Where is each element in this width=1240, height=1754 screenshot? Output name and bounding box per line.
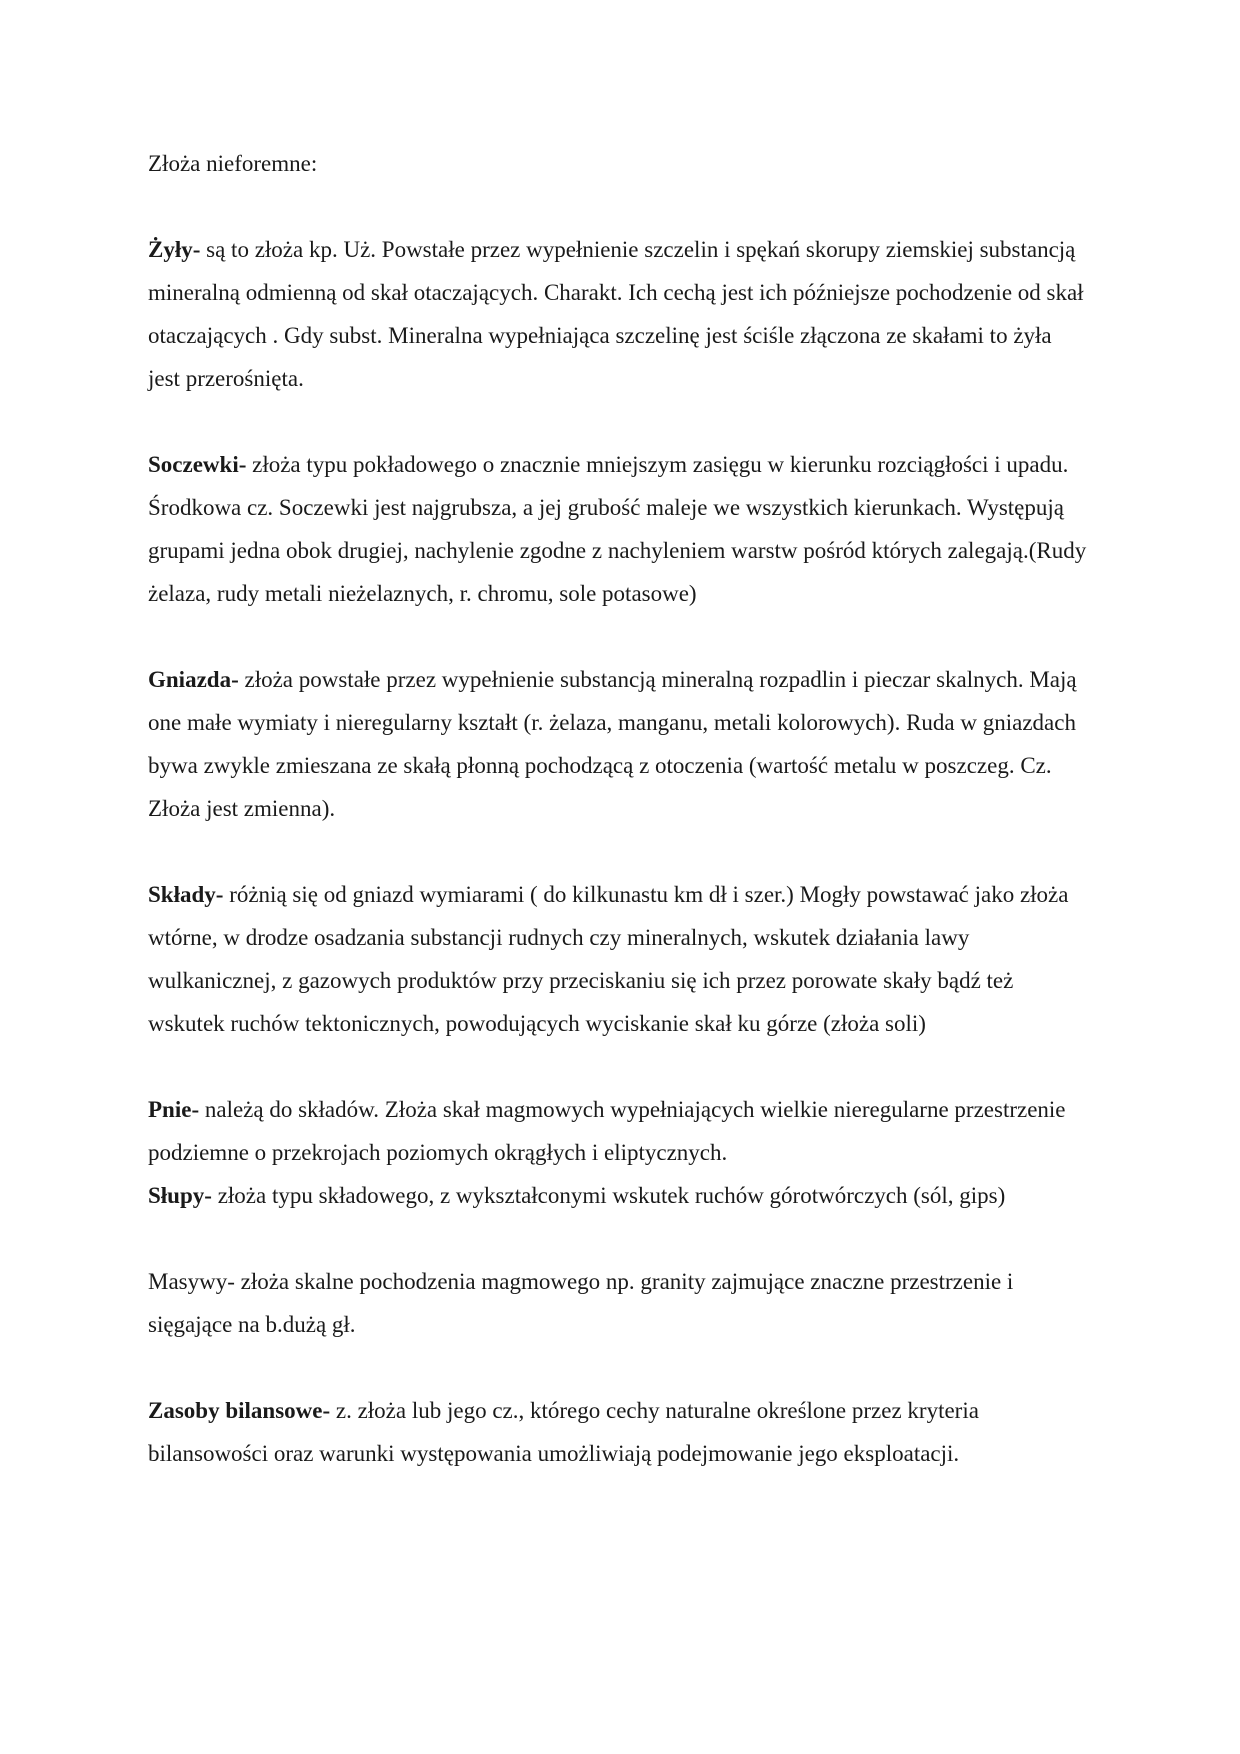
term-soczewki: Soczewki- (148, 452, 247, 477)
paragraph-soczewki (148, 443, 1088, 615)
definition-masywy: Masywy- złoża skalne pochodzenia magmowego np. granity zajmujące znaczne przestrzenie i sięgające na b.dużą gł. (148, 1269, 1014, 1337)
paragraph-gniazda (148, 658, 1088, 830)
paragraph-masywy (148, 1260, 1088, 1346)
definition-sklady: różnią się od gniazd wymiarami ( do kilkunastu km dł i szer.) Mogły powstawać jako złoża wtórne, w drodze osadzania substancji rudnych czy mineralnych, wskutek działania lawy wulkanicznej, z gazowych produktów przy przeciskaniu się ich przez porowate skały bądź też wskutek ruchów tektonicznych, powodujących wyciskanie skał ku górze (złoża soli) (148, 882, 1069, 1036)
term-zasoby-bilansowe: Zasoby bilansowe- (148, 1398, 331, 1423)
term-sklady: Składy- (148, 882, 224, 907)
paragraph-pnie (148, 1088, 1088, 1174)
definition-soczewki: złoża typu pokładowego o znacznie mniejszym zasięgu w kierunku rozciągłości i upadu. Środkowa cz. Soczewki jest najgrubsza, a jej grubość maleje we wszystkich kierunkach. Występują grupami jedna obok drugiej, nachylenie zgodne z nachyleniem warstw pośród których zalegają.(Rudy żelaza, rudy metali nieżelaznych, r. chromu, sole potasowe) (148, 452, 1087, 606)
term-gniazda: Gniazda- (148, 667, 239, 692)
term-zyly: Żyły- (148, 237, 201, 262)
document-heading: Złoża nieforemne: (148, 151, 318, 176)
paragraph-slupy (148, 1174, 1088, 1217)
term-slupy: Słupy- (148, 1183, 212, 1208)
definition-slupy: złoża typu składowego, z wykształconymi wskutek ruchów górotwórczych (sól, gips) (211, 1183, 1006, 1208)
definition-zyly: są to złoża kp. Uż. Powstałe przez wypełnienie szczelin i spękań skorupy ziemskiej substancją mineralną odmienną od skał otaczających. Charakt. Ich cechą jest ich późniejsze pochodzenie od skał otaczających . Gdy subst. Mineralna wypełniająca szczelinę jest ściśle złączona ze skałami to żyła jest przerośnięta. (148, 237, 1084, 391)
definition-gniazda: złoża powstałe przez wypełnienie substancją mineralną rozpadlin i pieczar skalnych. Mają one małe wymiaty i nieregularny kształt (r. żelaza, manganu, metali kolorowych). Ruda w gniazdach bywa zwykle zmieszana ze skałą płonną pochodzącą z otoczenia (wartość metalu w poszczeg. Cz. Złoża jest zmienna). (148, 667, 1077, 821)
definition-zasoby-bilansowe: z. złoża lub jego cz., którego cechy naturalne określone przez kryteria bilansowości oraz warunki występowania umożliwiają podejmowanie jego eksploatacji. (148, 1398, 979, 1466)
definition-pnie: należą do składów. Złoża skał magmowych wypełniających wielkie nieregularne przestrzenie podziemne o przekrojach poziomych okrągłych i eliptycznych. (148, 1097, 1066, 1165)
term-pnie: Pnie- (148, 1097, 200, 1122)
paragraph-zyly (148, 228, 1088, 400)
document-body (148, 142, 1088, 1518)
paragraph-sklady (148, 873, 1088, 1045)
paragraph-zasoby-bilansowe (148, 1389, 1088, 1475)
